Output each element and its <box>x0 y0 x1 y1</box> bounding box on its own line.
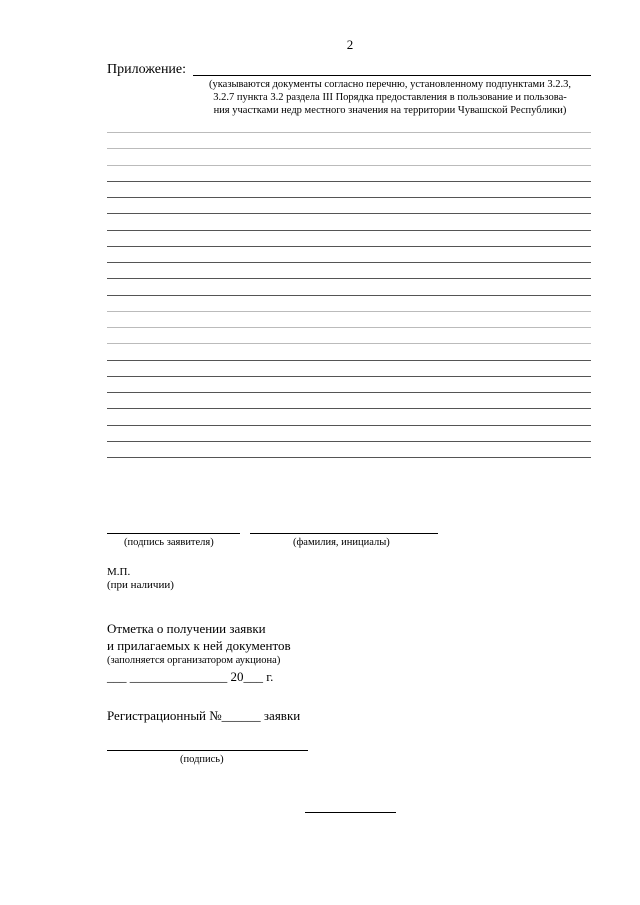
name-signature-line <box>250 533 438 534</box>
ruled-line <box>107 230 591 231</box>
ruled-line <box>107 295 591 296</box>
receipt-line-1: Отметка о получении заявки <box>107 621 266 636</box>
attachment-note-line: 3.2.7 пункта 3.2 раздела III Порядка предоставления в пользование и пользова- <box>213 92 567 103</box>
ruled-line <box>107 165 591 166</box>
page-number: 2 <box>346 37 354 52</box>
receipt-line-2: и прилагаемых к ней документов <box>107 638 291 653</box>
receipt-date-line: ___ _______________ 20___ г. <box>107 669 274 684</box>
ruled-line <box>107 132 591 133</box>
ruled-line <box>107 197 591 198</box>
ruled-line <box>107 441 591 442</box>
ruled-line <box>107 392 591 393</box>
ruled-line <box>107 408 591 409</box>
ruled-line <box>107 246 591 247</box>
ruled-line <box>107 343 591 344</box>
attachment-note-line: ния участками недр местного значения на территории Чувашской Республики) <box>213 105 567 116</box>
receipt-block <box>107 620 291 685</box>
registration-signature-line <box>107 750 308 751</box>
attachment-fill-line <box>193 75 591 76</box>
ruled-line <box>107 148 591 149</box>
applicant-signature-caption: (подпись заявителя) <box>124 537 214 548</box>
bottom-separator-line <box>305 812 396 813</box>
attachment-note <box>180 78 600 117</box>
receipt-note: (заполняется организатором аукциона) <box>107 655 281 666</box>
stamp-block <box>107 566 174 592</box>
ruled-line <box>107 181 591 182</box>
ruled-line <box>107 213 591 214</box>
ruled-line <box>107 360 591 361</box>
ruled-line <box>107 425 591 426</box>
ruled-line <box>107 327 591 328</box>
stamp-note: (при наличии) <box>107 579 174 591</box>
registration-signature-caption: (подпись) <box>180 754 224 765</box>
applicant-signature-line <box>107 533 240 534</box>
ruled-line <box>107 278 591 279</box>
name-caption: (фамилия, инициалы) <box>293 537 390 548</box>
attachment-label: Приложение: <box>107 62 187 77</box>
registration-number: Регистрационный №______ заявки <box>107 708 301 723</box>
ruled-line <box>107 311 591 312</box>
ruled-line <box>107 457 591 458</box>
attachment-note-line: (указываются документы согласно перечню, установленному подпунктами 3.2.3, <box>208 79 571 90</box>
ruled-line <box>107 376 591 377</box>
stamp-label: М.П. <box>107 566 131 578</box>
ruled-line <box>107 262 591 263</box>
